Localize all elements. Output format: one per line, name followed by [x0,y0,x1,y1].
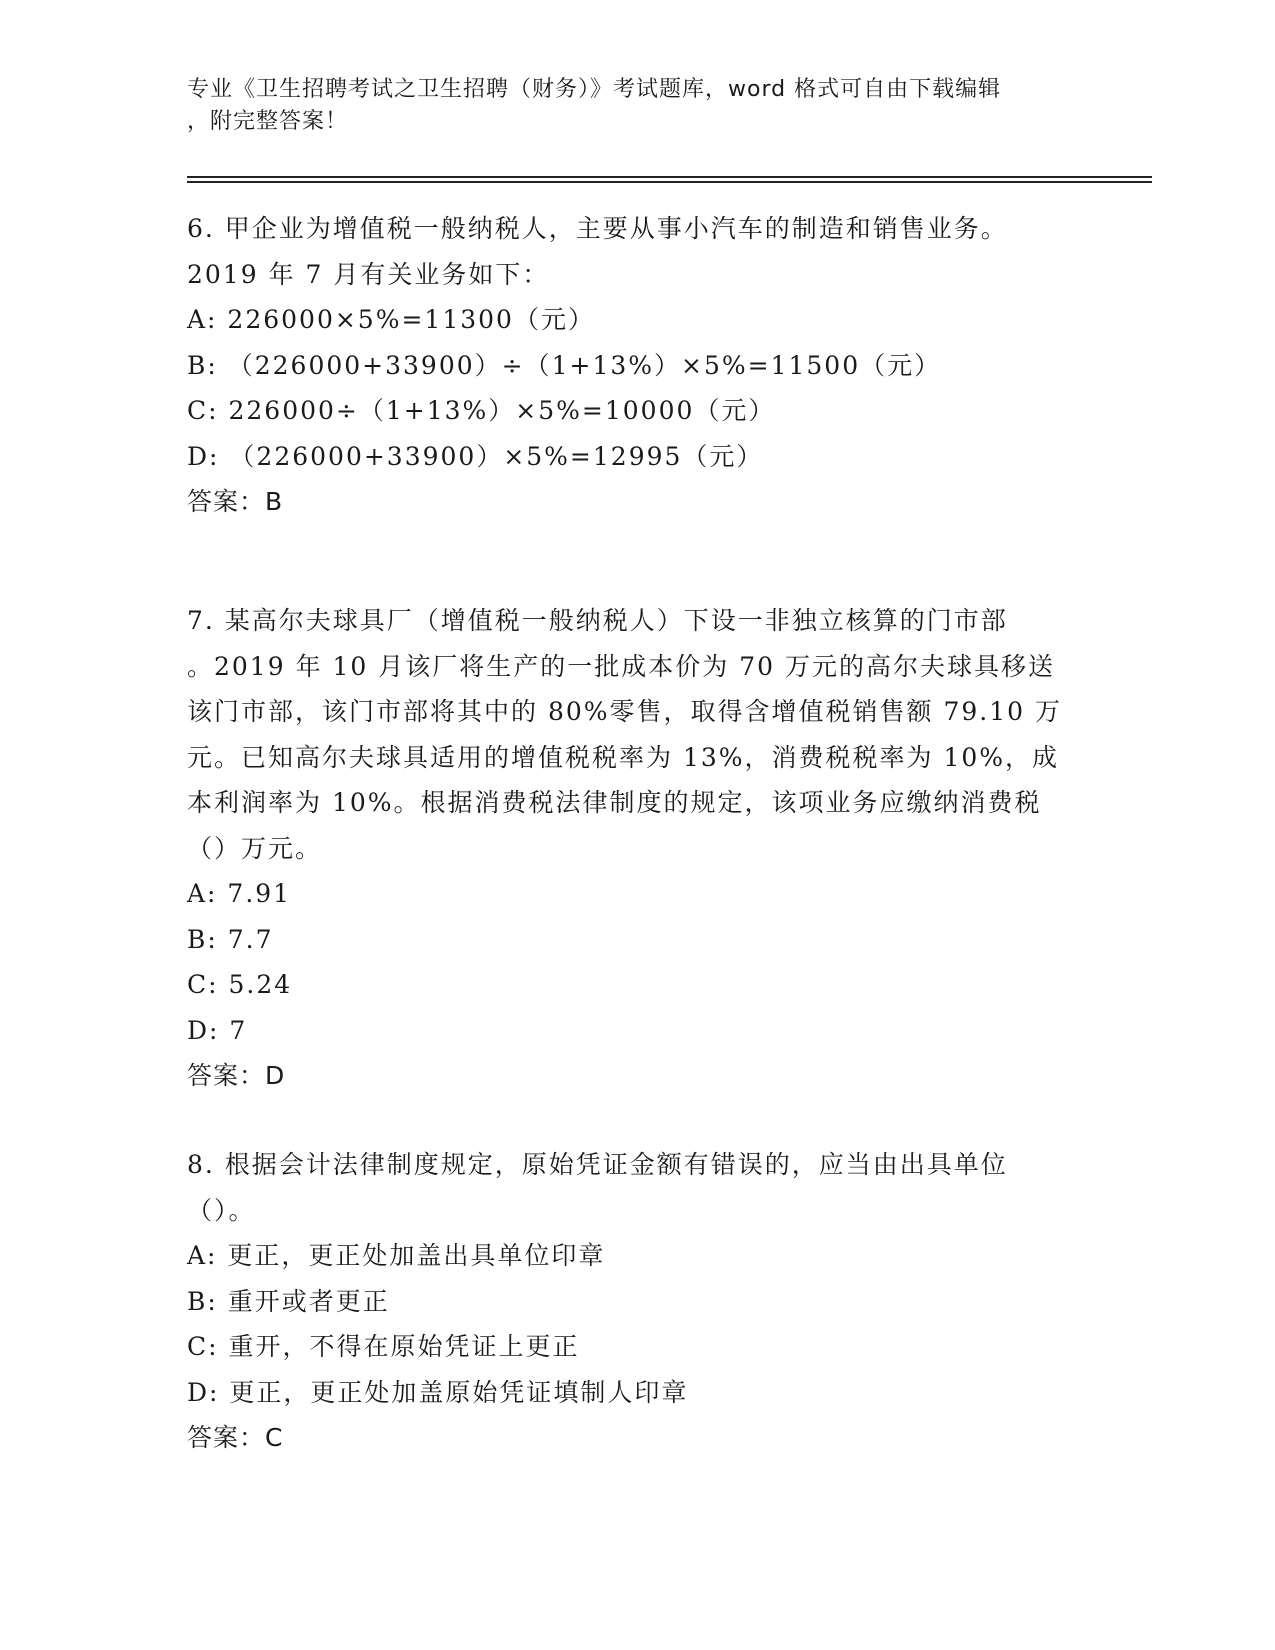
answer-line: 答案：D [187,1061,286,1090]
question-8 [187,1142,1087,1461]
option-c: C: 重开，不得在原始凭证上更正 [187,1332,580,1361]
option-a: A: 226000×5%=11300（元） [187,305,595,334]
option-b: B: （226000+33900）÷（1+13%）×5%=11500（元） [187,350,942,380]
question-6 [187,206,1087,525]
question-text: 7. 某高尔夫球具厂（增值税一般纳税人）下设一非独立核算的门市部 。2019 年 10 月该厂将生产的一批成本价为 70 万元的高尔夫球具移送 该门市部，该门市部将其中的 80%零售，取得含增值税销售额 79.10 万 元。已知高尔夫球具适用的增值税税率为 13%，消费税税率为 10%，成 本利润率为 10%。根据消费税法律制度的规定，该项业务应缴纳消费税 （）万元。 [187,606,1062,863]
question-text: 6. 甲企业为增值税一般纳税人，主要从事小汽车的制造和销售业务。 2019 年 7 月有关业务如下： [187,214,1008,289]
answer-line: 答案：B [187,487,284,516]
document-header: 专业《卫生招聘考试之卫生招聘（财务）》考试题库，word 格式可自由下载编辑 ，附完整答案！ [187,77,1002,134]
option-c: C: 5.24 [187,970,293,999]
option-b: B: 重开或者更正 [187,1286,390,1316]
option-a: A: 7.91 [187,879,292,908]
option-c: C: 226000÷（1+13%）×5%=10000（元） [187,396,776,425]
question-7 [187,598,1087,1099]
header-divider-bottom [187,181,1152,183]
answer-line: 答案：C [187,1423,284,1452]
option-d: D: 更正，更正处加盖原始凭证填制人印章 [187,1377,689,1407]
question-text: 8. 根据会计法律制度规定，原始凭证金额有错误的，应当由出具单位 （）。 [187,1150,1008,1225]
header-divider-top [187,176,1152,178]
option-a: A: 更正，更正处加盖出具单位印章 [187,1241,606,1270]
option-b: B: 7.7 [187,924,274,954]
option-d: D: 7 [187,1015,248,1045]
option-d: D: （226000+33900）×5%=12995（元） [187,441,764,471]
